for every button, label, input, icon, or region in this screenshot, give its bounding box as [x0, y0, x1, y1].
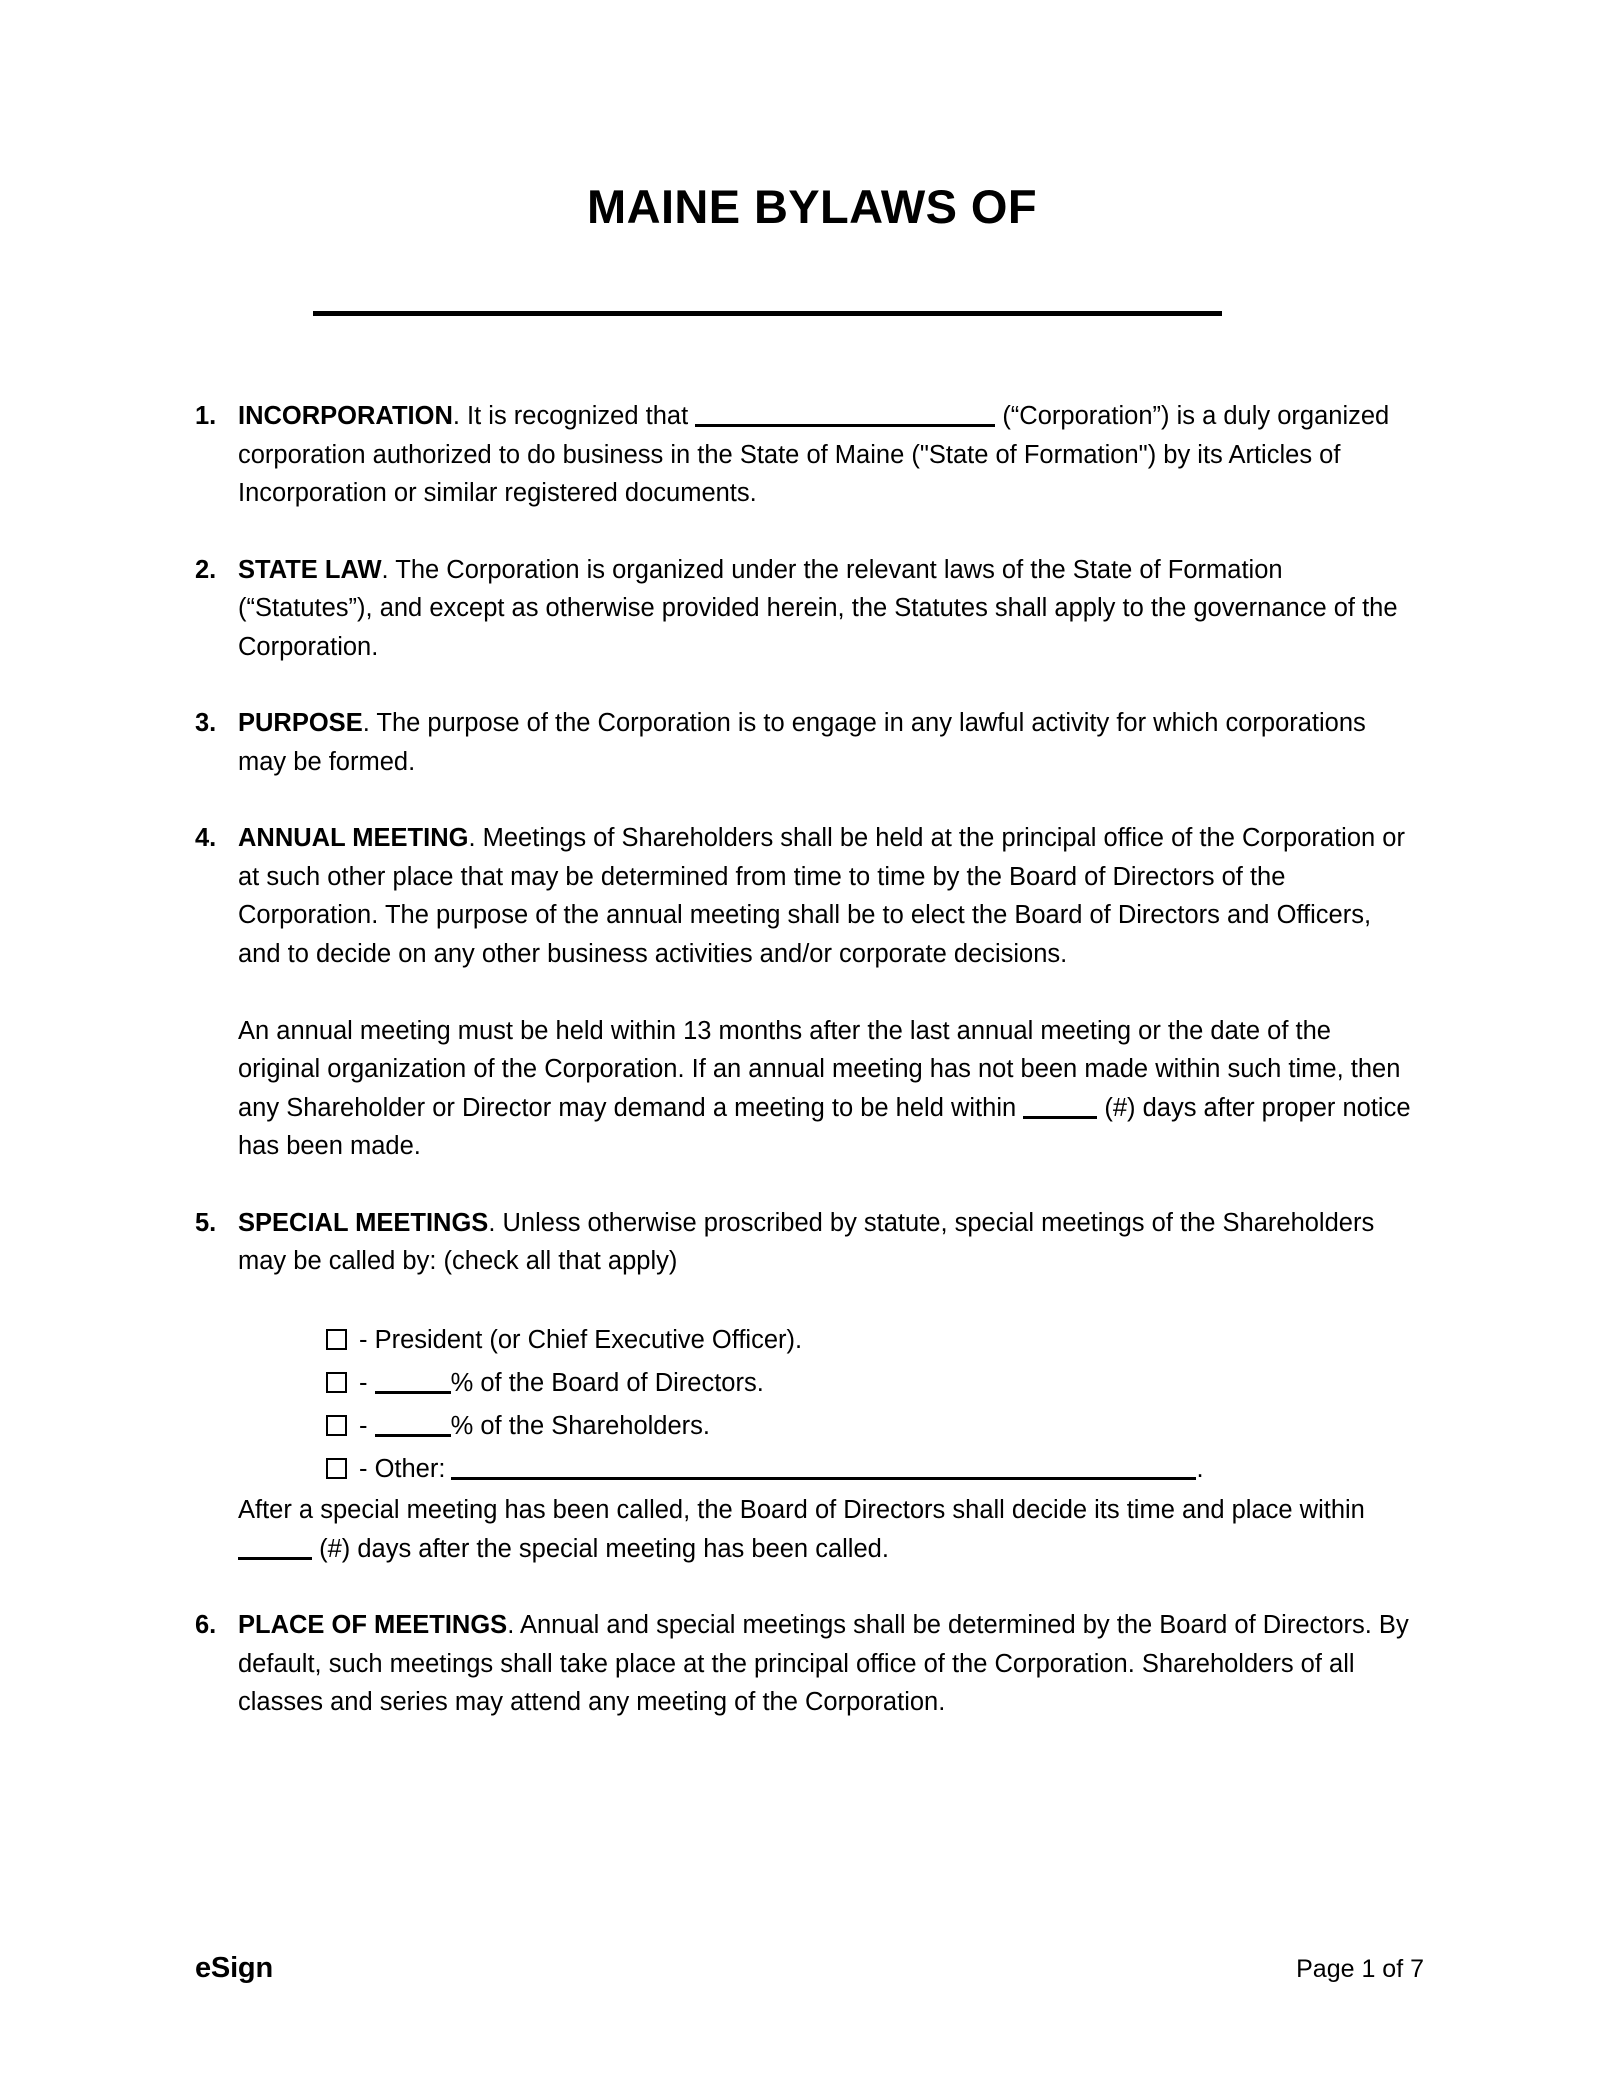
annual-meeting-days-blank[interactable] — [1023, 1094, 1097, 1119]
option-prefix: - — [359, 1369, 375, 1397]
option-suffix: % of the Shareholders. — [450, 1412, 710, 1440]
list-item[interactable] — [326, 1319, 1420, 1362]
clause-purpose — [195, 704, 1420, 781]
clause-heading: ANNUAL MEETING — [238, 824, 469, 852]
option-label — [359, 1448, 1420, 1491]
option-prefix: - Other: — [359, 1455, 446, 1483]
document-body — [195, 397, 1420, 1760]
clause-text-after-blank: (“Corporation”) is a duly organized corporation authorized to do business in the State of Maine ("State of Formation") by its Articles of Incorporation or similar registered documents. — [238, 402, 1390, 507]
brand-logo: eSign — [195, 1952, 273, 1984]
clause-body-text: . The Corporation is organized under the relevant laws of the State of Formation (“Statutes”), and except as otherwise provided herein, the Statutes shall apply to the governance of the Corporation. — [238, 555, 1398, 661]
option-label — [359, 1405, 1420, 1448]
clause-heading: STATE LAW — [238, 555, 382, 584]
paragraph-text-after-blank: (#) days after the special meeting has been called. — [312, 1534, 889, 1563]
checkbox-icon[interactable] — [326, 1372, 347, 1393]
clause-special-meetings-paragraph-2 — [238, 1491, 1420, 1568]
clause-state-law — [195, 551, 1420, 667]
option-suffix: . — [1196, 1455, 1204, 1483]
clause-body-text: . Meetings of Shareholders shall be held at the principal office of the Corporation or at such other place that may be determined from time to time by the Board of Directors of the Corporation. The purpose of the annual meeting shall be to elect the Board of Directors and Officers, and to decide on any other business activities and/or corporate decisions. — [238, 824, 1405, 968]
clause-number: 1. — [195, 402, 217, 430]
clause-text — [238, 1606, 1420, 1722]
page-title: MAINE BYLAWS OF — [587, 180, 1037, 233]
checkbox-icon[interactable] — [326, 1415, 347, 1436]
other-option-blank[interactable] — [451, 1457, 1196, 1480]
clause-body-text: . The purpose of the Corporation is to engage in any lawful activity for which corporations may be formed. — [238, 709, 1366, 776]
clause-body-text: . Unless otherwise proscribed by statute, special meetings of the Shareholders may be called by: (check all that apply) — [238, 1208, 1375, 1275]
shareholders-percent-blank[interactable] — [375, 1412, 451, 1437]
checkbox-icon[interactable] — [326, 1458, 347, 1479]
page-footer — [195, 1952, 1424, 1985]
clause-number: 3. — [195, 709, 217, 737]
title-underline-rule — [313, 311, 1222, 316]
clause-text — [238, 704, 1420, 781]
board-percent-blank[interactable] — [375, 1369, 451, 1394]
clause-special-meetings — [195, 1204, 1420, 1569]
clause-heading: INCORPORATION — [238, 402, 453, 430]
page-number: Page 1 of 7 — [1296, 1955, 1424, 1983]
paragraph-text-before-blank: After a special meeting has been called, the Board of Directors shall decide its time and place within — [238, 1496, 1365, 1524]
clause-heading: PURPOSE — [238, 709, 363, 737]
clause-text — [238, 397, 1420, 513]
clause-text — [238, 819, 1420, 1166]
option-label — [359, 1362, 1420, 1405]
checkbox-icon[interactable] — [326, 1329, 347, 1350]
option-label: - President (or Chief Executive Officer). — [359, 1326, 803, 1354]
clause-body-text: . Annual and special meetings shall be determined by the Board of Directors. By default, such meetings shall take place at the principal office of the Corporation. Shareholders of all classes and series may attend any meeting of the Corporation. — [238, 1611, 1409, 1716]
clause-number: 6. — [195, 1611, 217, 1639]
clause-heading: SPECIAL MEETINGS — [238, 1208, 489, 1237]
clause-text-before-blank: . It is recognized that — [452, 402, 696, 430]
clause-text — [238, 551, 1420, 667]
special-meeting-options-list — [238, 1319, 1420, 1491]
list-item[interactable] — [326, 1448, 1420, 1491]
clause-annual-meeting — [195, 819, 1420, 1166]
clause-place-of-meetings — [195, 1606, 1420, 1722]
clause-annual-meeting-paragraph-2 — [238, 1012, 1420, 1166]
list-item[interactable] — [326, 1405, 1420, 1448]
title-block — [0, 182, 1624, 231]
clause-text — [238, 1204, 1420, 1569]
clause-number: 2. — [195, 555, 217, 584]
corporation-name-blank[interactable] — [695, 402, 995, 427]
clause-incorporation — [195, 397, 1420, 513]
clause-number: 4. — [195, 824, 217, 852]
paragraph-text-after-blank: (#) days after proper notice has been made. — [238, 1093, 1411, 1160]
option-prefix: - — [359, 1412, 375, 1440]
option-suffix: % of the Board of Directors. — [450, 1369, 764, 1397]
list-item[interactable] — [326, 1362, 1420, 1405]
clause-number: 5. — [195, 1208, 217, 1237]
clause-heading: PLACE OF MEETINGS — [238, 1611, 508, 1639]
paragraph-text-before-blank: An annual meeting must be held within 13 months after the last annual meeting or the date of the original organization of the Corporation. If an annual meeting has not been made within such time, then any Shareholder or Director may demand a meeting to be held within — [238, 1016, 1401, 1122]
special-meeting-days-blank[interactable] — [238, 1535, 312, 1560]
